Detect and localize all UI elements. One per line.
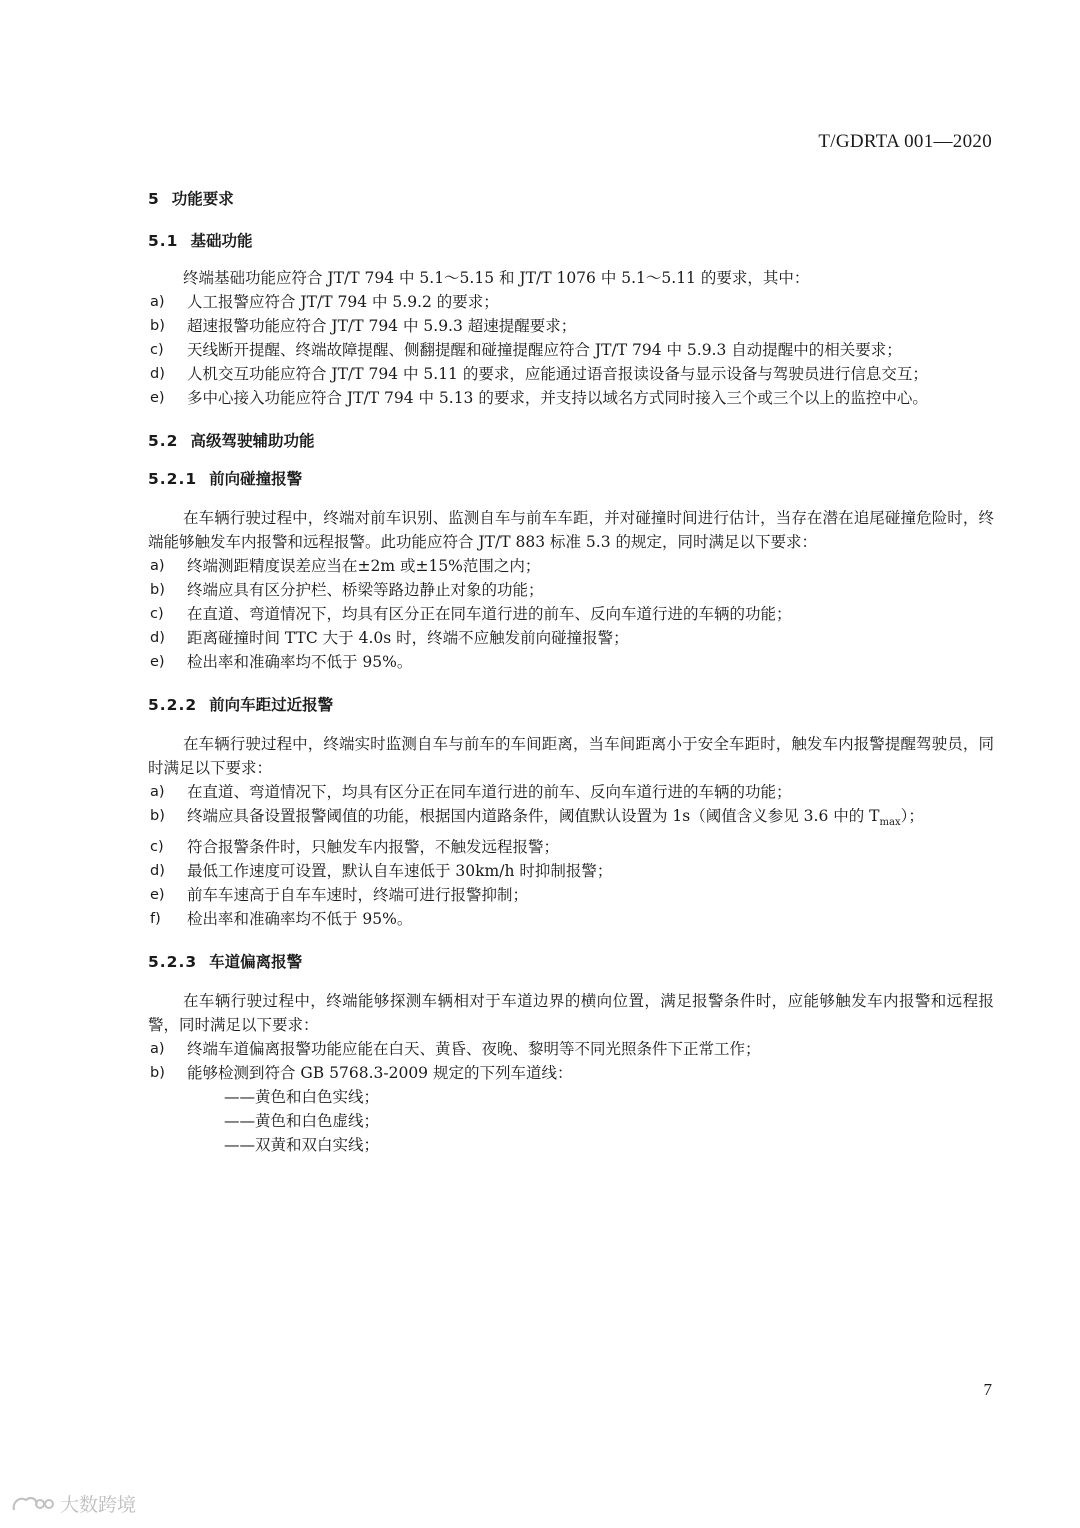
item-text: 最低工作速度可设置，默认自车速低于 30km/h 时抑制报警； bbox=[187, 862, 613, 881]
paragraph: 在车辆行驶过程中，终端能够探测车辆相对于车道边界的横向位置，满足报警条件时，应能够触发车内报警和远程报警，同时满足以下要求： bbox=[148, 992, 994, 1035]
item-text-tail: ）； bbox=[900, 807, 924, 825]
section-number: 5.2.3 bbox=[148, 953, 198, 972]
subscript: max bbox=[879, 817, 901, 829]
list-item bbox=[148, 554, 994, 578]
list-item bbox=[148, 338, 994, 362]
dash-item: ——双黄和双白实线； bbox=[224, 1136, 380, 1155]
requirement-list bbox=[148, 1037, 994, 1085]
list-item bbox=[148, 602, 994, 626]
requirement-list bbox=[148, 290, 994, 410]
watermark bbox=[10, 1490, 136, 1517]
dash-item: ——黄色和白色虚线； bbox=[224, 1112, 380, 1131]
item-text: 人工报警应符合 JT/T 794 中 5.9.2 的要求； bbox=[187, 293, 499, 311]
watermark-logo-icon bbox=[10, 1492, 54, 1516]
item-text: 人机交互功能应符合 JT/T 794 中 5.11 的要求，应能通过语音报读设备与显示设备与驾驶员进行信息交互； bbox=[187, 365, 928, 383]
list-item bbox=[148, 1061, 994, 1085]
section-title: 功能要求 bbox=[171, 190, 234, 208]
item-label: d) bbox=[150, 366, 165, 382]
item-label: a) bbox=[150, 294, 165, 310]
section-title: 前向碰撞报警 bbox=[209, 470, 303, 488]
section-number: 5 bbox=[148, 190, 160, 208]
item-label: d) bbox=[150, 863, 165, 880]
section-number: 5.2 bbox=[148, 432, 179, 450]
item-label: c) bbox=[150, 342, 164, 358]
item-text: 在直道、弯道情况下，均具有区分正在同车道行进的前车、反向车道行进的车辆的功能； bbox=[187, 605, 792, 623]
section-5-2-3-heading bbox=[148, 949, 994, 975]
item-label: b) bbox=[150, 808, 165, 824]
item-text bbox=[187, 804, 994, 835]
list-item bbox=[148, 804, 994, 835]
section-title: 车道偏离报警 bbox=[209, 953, 303, 972]
item-text: 前车车速高于自车车速时，终端可进行报警抑制； bbox=[187, 886, 529, 905]
item-text: 能够检测到符合 GB 5768.3-2009 规定的下列车道线： bbox=[187, 1064, 573, 1083]
item-text: 超速报警功能应符合 JT/T 794 中 5.9.3 超速提醒要求； bbox=[187, 317, 577, 335]
list-item bbox=[148, 626, 994, 650]
item-text: 终端车道偏离报警功能应能在白天、黄昏、夜晚、黎明等不同光照条件下正常工作； bbox=[187, 1040, 761, 1059]
item-label: b) bbox=[150, 582, 165, 598]
document-body bbox=[148, 186, 994, 1157]
item-text: 终端测距精度误差应当在±2m 或±15%范围之内； bbox=[187, 557, 541, 575]
requirement-list bbox=[148, 780, 994, 931]
section-number: 5.2.1 bbox=[148, 470, 198, 488]
list-item bbox=[148, 835, 994, 859]
item-label: c) bbox=[150, 606, 164, 622]
section-title: 前向车距过近报警 bbox=[209, 696, 334, 714]
section-title: 基础功能 bbox=[190, 232, 253, 250]
paragraph: 终端基础功能应符合 JT/T 794 中 5.1～5.15 和 JT/T 1076 中 5.1～5.11 的要求，其中： bbox=[183, 269, 810, 287]
page-number: 7 bbox=[983, 1380, 992, 1399]
list-item bbox=[148, 650, 994, 674]
list-item bbox=[148, 859, 994, 883]
item-label: e) bbox=[150, 654, 165, 670]
item-text: 多中心接入功能应符合 JT/T 794 中 5.13 的要求，并支持以域名方式同时接入三个或三个以上的监控中心。 bbox=[187, 389, 928, 407]
item-text: 检出率和准确率均不低于 95%。 bbox=[187, 653, 413, 671]
section-number: 5.1 bbox=[148, 232, 179, 250]
list-item bbox=[148, 290, 994, 314]
list-item bbox=[148, 907, 994, 931]
section-5-heading bbox=[148, 186, 994, 212]
section-number: 5.2.2 bbox=[148, 696, 198, 714]
list-item bbox=[148, 314, 994, 338]
list-item bbox=[148, 362, 994, 386]
paragraph: 在车辆行驶过程中，终端对前车识别、监测自车与前车车距，并对碰撞时间进行估计，当存在潜在追尾碰撞危险时，终端能够触发车内报警和远程报警。此功能应符合 JT/T 883 标准 5.3 的规定，同时满足以下要求： bbox=[148, 509, 994, 551]
dash-item: ——黄色和白色实线； bbox=[224, 1088, 380, 1107]
item-text: 符合报警条件时，只触发车内报警，不触发远程报警； bbox=[187, 838, 560, 857]
item-text: 在直道、弯道情况下，均具有区分正在同车道行进的前车、反向车道行进的车辆的功能； bbox=[187, 783, 792, 801]
document-id: T/GDRTA 001—2020 bbox=[818, 131, 992, 152]
section-5-2-2-heading bbox=[148, 692, 994, 718]
item-label: e) bbox=[150, 390, 165, 406]
section-5-2-heading bbox=[148, 428, 994, 454]
item-label: a) bbox=[150, 558, 165, 574]
section-5-1-heading bbox=[148, 228, 994, 254]
item-text: 终端应具有区分护栏、桥梁等路边静止对象的功能； bbox=[187, 581, 544, 599]
list-item bbox=[148, 1037, 994, 1061]
item-label: c) bbox=[150, 839, 164, 856]
requirement-list bbox=[148, 554, 994, 674]
item-text: 距离碰撞时间 TTC 大于 4.0s 时，终端不应触发前向碰撞报警； bbox=[187, 629, 629, 647]
item-label: d) bbox=[150, 630, 165, 646]
section-5-2-1-heading bbox=[148, 466, 994, 492]
item-text: 检出率和准确率均不低于 95%。 bbox=[187, 910, 413, 929]
item-label: f) bbox=[150, 911, 161, 928]
item-text-main: 终端应具备设置报警阈值的功能，根据国内道路条件，阈值默认设置为 1s（阈值含义参见 3.6 中的 T bbox=[187, 807, 880, 825]
item-label: a) bbox=[150, 1041, 165, 1058]
watermark-text: 大数跨境 bbox=[60, 1494, 137, 1516]
item-label: b) bbox=[150, 318, 165, 334]
list-item bbox=[148, 883, 994, 907]
paragraph: 在车辆行驶过程中，终端实时监测自车与前车的车间距离，当车间距离小于安全车距时，触发车内报警提醒驾驶员，同时满足以下要求： bbox=[148, 735, 994, 777]
item-label: e) bbox=[150, 887, 165, 904]
item-label: a) bbox=[150, 784, 165, 800]
list-item bbox=[148, 780, 994, 804]
item-label: b) bbox=[150, 1065, 165, 1082]
item-text: 天线断开提醒、终端故障提醒、侧翻提醒和碰撞提醒应符合 JT/T 794 中 5.9.3 自动提醒中的相关要求； bbox=[187, 341, 902, 359]
list-item bbox=[148, 578, 994, 602]
section-title: 高级驾驶辅助功能 bbox=[190, 432, 315, 450]
list-item bbox=[148, 386, 994, 410]
